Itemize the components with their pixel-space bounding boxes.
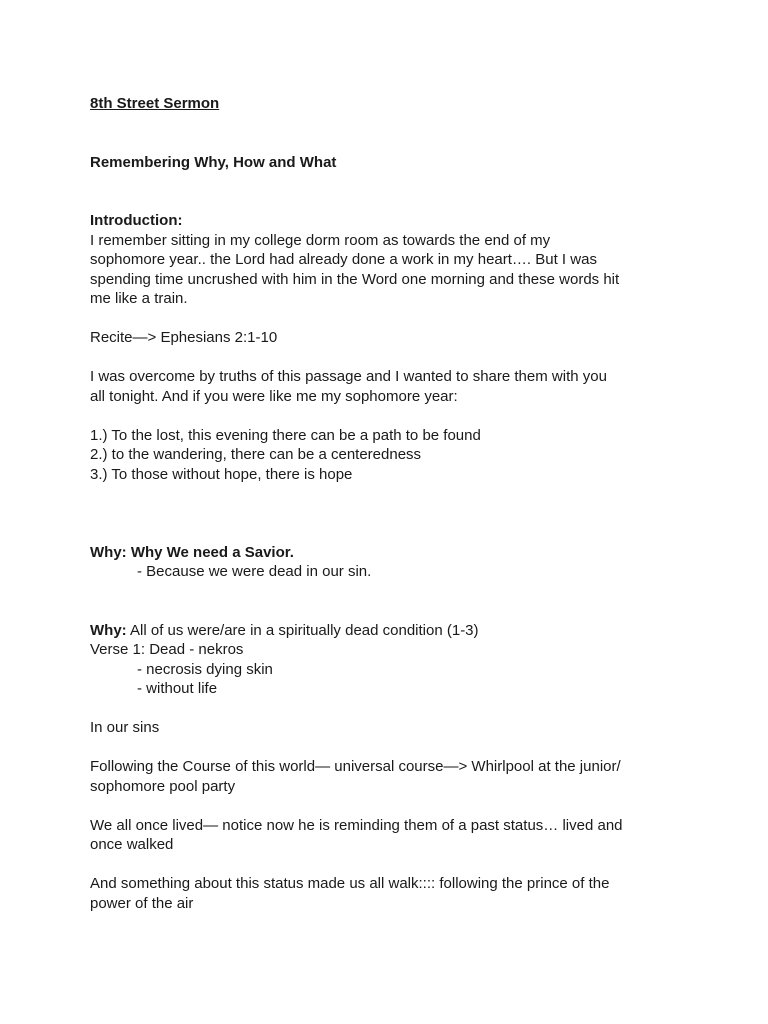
in-sins-line: In our sins <box>90 719 160 736</box>
verse1-line: Verse 1: Dead - nekros <box>90 641 244 658</box>
why-savior-heading: Why: Why We need a Savior. <box>90 543 294 561</box>
verse1-sub: - without life <box>137 680 218 697</box>
sermon-subtitle: Remembering Why, How and What <box>90 153 337 171</box>
intro-line: spending time uncrushed with him in the Word one morning and these words hit <box>90 270 620 288</box>
following-line: Following the Course of this world— universal course—> Whirlpool at the junior/ <box>90 758 621 775</box>
why-all-label: Why: <box>90 621 127 639</box>
why-all-line <box>90 621 710 641</box>
why-all-text: All of us were/are in a spiritually dead condition (1-3) <box>126 621 479 639</box>
following-line: sophomore pool party <box>90 777 236 795</box>
intro-heading: Introduction: <box>90 212 183 229</box>
intro-line: I remember sitting in my college dorm room as towards the end of my <box>90 231 551 249</box>
point-item: 3.) To those without hope, there is hope <box>90 465 353 483</box>
status-line: And something about this status made us all walk:::: following the prince of the <box>90 875 610 892</box>
intro-line: me like a train. <box>90 290 188 307</box>
point-item: 1.) To the lost, this evening there can be a path to be found <box>90 426 481 444</box>
document-title: 8th Street Sermon <box>90 95 220 112</box>
intro-line: sophomore year.. the Lord had already done a work in my heart…. But I was <box>90 251 597 268</box>
document-page <box>90 94 710 913</box>
overcome-line: I was overcome by truths of this passage and I wanted to share them with you <box>90 368 607 385</box>
status-line: power of the air <box>90 894 194 912</box>
recite-line: Recite—> Ephesians 2:1-10 <box>90 329 278 346</box>
lived-line: once walked <box>90 836 174 853</box>
overcome-line: all tonight. And if you were like me my sophomore year: <box>90 387 458 405</box>
why-savior-sub: - Because we were dead in our sin. <box>137 563 372 580</box>
verse1-sub: - necrosis dying skin <box>137 660 273 678</box>
lived-line: We all once lived— notice now he is reminding them of a past status… lived and <box>90 816 623 834</box>
point-item: 2.) to the wandering, there can be a centeredness <box>90 446 422 463</box>
